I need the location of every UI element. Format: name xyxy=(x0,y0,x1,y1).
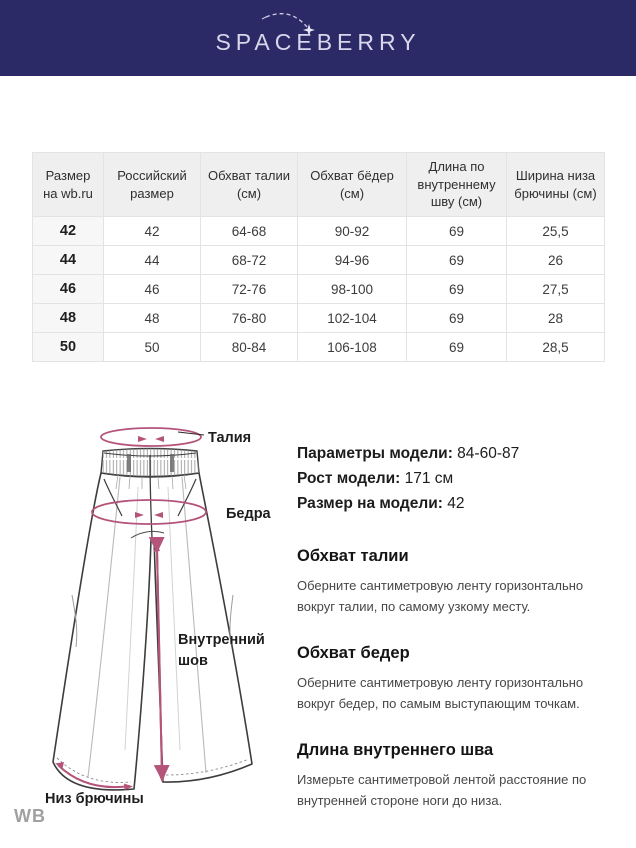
col-header-waist: Обхват талии (см) xyxy=(201,153,298,217)
size-cell: 50 xyxy=(33,333,104,362)
size-cell: 64-68 xyxy=(201,217,298,246)
waist-label: Талия xyxy=(208,430,252,446)
size-cell: 28,5 xyxy=(507,333,605,362)
section-inseam-body: Измерьте сантиметровой лентой расстояние по внутренней стороне ноги до низа. xyxy=(297,772,587,809)
col-header-hips: Обхват бёдер (см) xyxy=(298,153,407,217)
section-waist-body: Оберните сантиметровую ленту горизонтально вокруг талии, по самому узкому месту. xyxy=(297,578,584,615)
size-cell: 72-76 xyxy=(201,275,298,304)
model-size-value: 42 xyxy=(447,495,465,512)
size-cell: 106-108 xyxy=(298,333,407,362)
hem-label: Низ брючины xyxy=(45,791,144,807)
brand-logo: SPACEBERRY xyxy=(215,29,421,55)
size-cell: 26 xyxy=(507,246,605,275)
size-row xyxy=(33,246,605,275)
size-cell: 48 xyxy=(33,304,104,333)
section-waist xyxy=(297,547,609,617)
col-header-ru-size: Российский размер xyxy=(104,153,201,217)
size-cell: 44 xyxy=(33,246,104,275)
model-params-value: 84-60-87 xyxy=(457,445,520,462)
size-row xyxy=(33,333,605,362)
size-row xyxy=(33,275,605,304)
size-cell: 44 xyxy=(104,246,201,275)
inseam-label-line2: шов xyxy=(178,653,208,669)
section-waist-title: Обхват талии xyxy=(297,547,409,565)
col-header-leg-width: Ширина низа брючины (см) xyxy=(507,153,605,217)
size-table xyxy=(32,152,605,362)
size-cell: 28 xyxy=(507,304,605,333)
section-hips-title: Обхват бедер xyxy=(297,644,410,663)
wb-watermark: WB xyxy=(14,806,46,826)
size-table-header-row xyxy=(33,153,605,217)
size-cell: 42 xyxy=(33,217,104,246)
size-cell: 94-96 xyxy=(298,246,407,275)
inseam-label-line1: Внутренний xyxy=(178,632,265,648)
model-height-value: 171 см xyxy=(404,470,454,487)
size-cell: 46 xyxy=(33,275,104,304)
size-cell: 102-104 xyxy=(298,304,407,333)
size-cell: 25,5 xyxy=(507,217,605,246)
size-cell: 76-80 xyxy=(201,304,298,333)
section-hips xyxy=(297,644,609,714)
size-cell: 69 xyxy=(407,275,507,304)
header-bar xyxy=(0,0,636,76)
col-header-inseam: Длина по внутреннему шву (см) xyxy=(407,153,507,217)
size-cell: 69 xyxy=(407,333,507,362)
size-cell: 69 xyxy=(407,246,507,275)
model-params-label: Параметры модели: xyxy=(297,445,453,462)
model-height-line xyxy=(297,466,609,491)
size-cell: 42 xyxy=(104,217,201,246)
info-column xyxy=(297,441,609,811)
section-hips-body: Оберните сантиметровую ленту горизонтально вокруг бедер, по самым выступающим точкам. xyxy=(297,675,584,712)
size-cell: 90-92 xyxy=(298,217,407,246)
hips-label: Бедра xyxy=(226,506,271,522)
size-cell: 27,5 xyxy=(507,275,605,304)
size-row xyxy=(33,304,605,333)
size-cell: 98-100 xyxy=(298,275,407,304)
size-cell: 46 xyxy=(104,275,201,304)
section-inseam-title: Длина внутреннего шва xyxy=(297,741,494,760)
pants-measurement-diagram xyxy=(30,415,280,825)
model-size-line xyxy=(297,491,609,516)
size-cell: 50 xyxy=(104,333,201,362)
size-cell: 80-84 xyxy=(201,333,298,362)
model-height-label: Рост модели: xyxy=(297,470,401,487)
model-params-line xyxy=(297,441,609,466)
section-inseam xyxy=(297,741,609,811)
size-cell: 68-72 xyxy=(201,246,298,275)
size-cell: 69 xyxy=(407,304,507,333)
size-row xyxy=(33,217,605,246)
col-header-wb-size: Размер на wb.ru xyxy=(33,153,104,217)
model-size-label: Размер на модели: xyxy=(297,495,443,512)
size-cell: 69 xyxy=(407,217,507,246)
size-cell: 48 xyxy=(104,304,201,333)
